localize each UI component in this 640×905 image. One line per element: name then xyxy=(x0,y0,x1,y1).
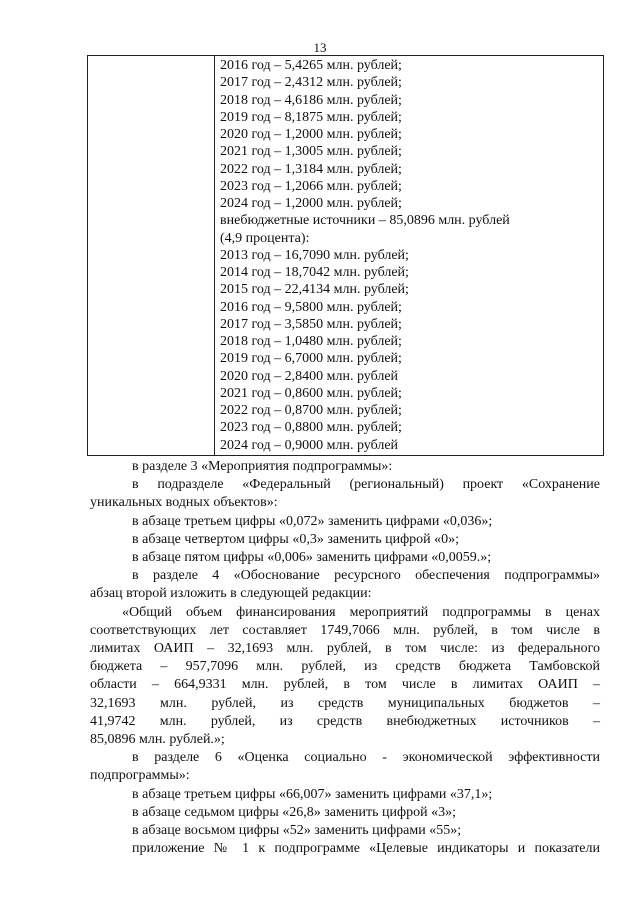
paragraph: в абзаце восьмом цифры «52» заменить цифрами «55»; xyxy=(132,823,462,839)
table-line: 2018 год – 4,6186 млн. рублей; xyxy=(220,92,402,108)
table-line: 2021 год – 1,3005 млн. рублей; xyxy=(220,144,402,160)
page-number: 13 xyxy=(313,40,327,55)
paragraph: в абзаце третьем цифры «0,072» заменить цифрами «0,036»; xyxy=(132,513,493,529)
paragraph: в разделе 4 «Обоснование ресурсного обеспечения подпрограммы» xyxy=(132,568,600,584)
table-funding-cell xyxy=(220,57,599,454)
table-line: 2024 год – 0,9000 млн. рублей xyxy=(220,437,399,453)
paragraph: в разделе 6 «Оценка социально - экономической эффективности xyxy=(132,750,600,766)
amendment-text xyxy=(90,458,600,858)
table-column-divider xyxy=(214,56,215,455)
quoted-paragraph-line: соответствующих лет составляет 1749,7066 млн. рублей, в том числе в xyxy=(90,622,600,638)
table-line: 2014 год – 18,7042 млн. рублей; xyxy=(220,265,409,280)
quoted-paragraph-line: бюджета – 957,7096 млн. рублей, из средств бюджета Тамбовской xyxy=(90,659,600,675)
table-line: 2023 год – 0,8800 млн. рублей; xyxy=(220,420,402,436)
table-line: 2016 год – 5,4265 млн. рублей; xyxy=(220,58,402,73)
table-line: 2023 год – 1,2066 млн. рублей; xyxy=(220,178,402,194)
paragraph: приложение № 1 к подпрограмме «Целевые индикаторы и показатели xyxy=(132,841,600,857)
table-line: 2019 год – 8,1875 млн. рублей; xyxy=(220,109,402,125)
table-line: 2018 год – 1,0480 млн. рублей; xyxy=(220,334,402,349)
table-line: 2015 год – 22,4134 млн. рублей; xyxy=(220,282,409,298)
paragraph: в абзаце седьмом цифры «26,8» заменить цифрой «3»; xyxy=(132,804,456,820)
table-line: 2022 год – 1,3184 млн. рублей; xyxy=(220,161,402,177)
quoted-paragraph-line: 41,9742 млн. рублей, из средств внебюджетных источников – xyxy=(90,713,600,729)
quoted-paragraph-line: 32,1693 млн. рублей, из средств муниципальных бюджетов – xyxy=(90,695,600,711)
paragraph: в абзаце пятом цифры «0,006» заменить цифрами «0,0059.»; xyxy=(132,550,492,566)
table-line: 2021 год – 0,8600 млн. рублей; xyxy=(220,385,402,401)
table-line: 2022 год – 0,8700 млн. рублей; xyxy=(220,403,402,418)
table-line: 2019 год – 6,7000 млн. рублей; xyxy=(220,351,402,367)
table-line: 2020 год – 1,2000 млн. рублей; xyxy=(220,127,402,142)
table-line: 2020 год – 2,8400 млн. рублей xyxy=(220,368,399,384)
funding-table xyxy=(87,55,604,456)
quoted-paragraph-line: 85,0896 млн. рублей.»; xyxy=(90,732,225,748)
quoted-paragraph-line: лимитах ОАИП – 32,1693 млн. рублей, в том числе: из федерального xyxy=(90,641,600,657)
table-line: 2017 год – 3,5850 млн. рублей; xyxy=(220,316,402,332)
table-line: 2024 год – 1,2000 млн. рублей; xyxy=(220,196,402,211)
paragraph: в подразделе «Федеральный (региональный) проект «Сохранение xyxy=(132,477,600,493)
table-line: 2013 год – 16,7090 млн. рублей; xyxy=(220,247,409,263)
paragraph: в абзаце четвертом цифры «0,3» заменить цифрой «0»; xyxy=(132,531,460,547)
table-line: 2016 год – 9,5800 млн. рублей; xyxy=(220,299,402,315)
paragraph: в разделе 3 «Мероприятия подпрограммы»: xyxy=(132,459,393,474)
quoted-paragraph-line: «Общий объем финансирования мероприятий подпрограммы в ценах xyxy=(122,604,600,620)
table-line: внебюджетные источники – 85,0896 млн. рублей xyxy=(220,213,510,229)
paragraph: абзац второй изложить в следующей редакции: xyxy=(90,586,372,602)
paragraph: в абзаце третьем цифры «66,007» заменить цифрами «37,1»; xyxy=(132,786,493,802)
table-line: 2017 год – 2,4312 млн. рублей; xyxy=(220,75,402,91)
quoted-paragraph-line: области – 664,9331 млн. рублей, в том числе в лимитах ОАИП – xyxy=(90,677,600,693)
paragraph: уникальных водных объектов»: xyxy=(90,495,278,511)
paragraph: подпрограммы»: xyxy=(90,768,190,784)
table-line: (4,9 процента): xyxy=(220,230,310,246)
